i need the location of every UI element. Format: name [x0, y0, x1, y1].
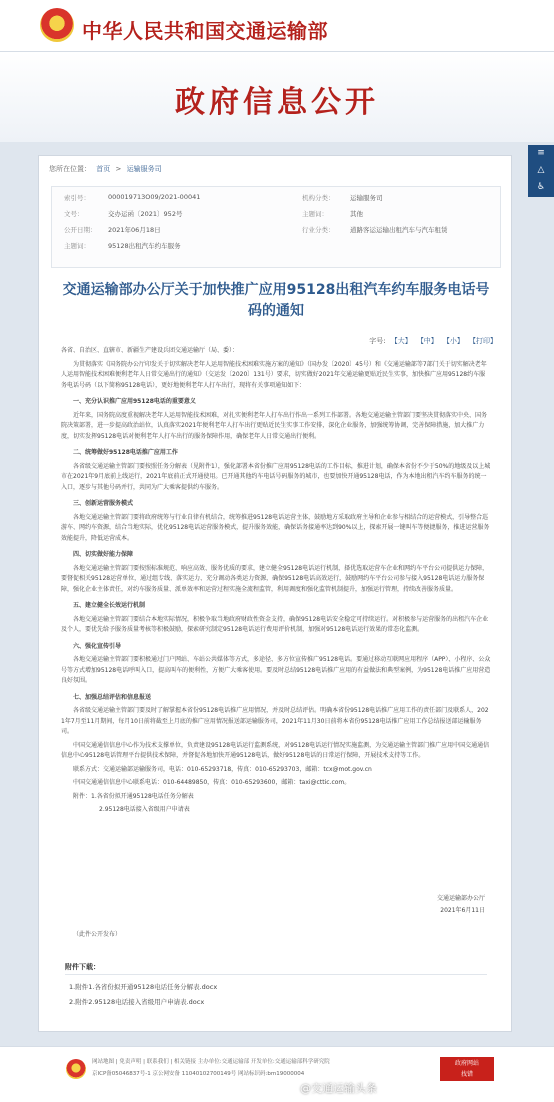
paragraph: 近年来，国务院高度重视解决老年人运用智能技术困难，对扎实便利老年人打车出行作出一系列工作部署。各地交通运输主管部门要坚决贯彻落实中央、国务院决策部署，进一步提高政治站位，认真落实2021年便利老年人打车出行更贴近民生实事工作安排，深化企业服务，加强统筹协调，完善保障措施，加大推广力度，切实发挥95128电话对便利老年人打车出行的服务保障作用，确保老年人日常交通出行便利。	[61, 411, 488, 440]
section-heading: 三、创新运营服务模式	[73, 500, 134, 507]
docno-label: 文号：	[64, 210, 84, 218]
section-heading: 六、强化宣传引导	[73, 642, 122, 650]
accessibility-icon[interactable]: ♿	[536, 182, 546, 192]
meta-row	[52, 221, 502, 237]
top-header	[0, 0, 554, 52]
watermark: @交通运输头条	[300, 1082, 377, 1095]
section-heading: 五、建立健全长效运行机制	[73, 602, 146, 609]
paragraph: 各地交通运输主管部门要积极通过门户网站、车站公共媒体等方式，多途径、多方位宣传推广95128电话。要通过移动互联网应用程序（APP）、小程序、公众号等方式增加95128电话呼叫入口，提高叫车的便利性，方便广大乘客使用。要及时总结95128电话推广应用的有益做法和典型案例，为95128电话推广应用营造良好氛围。	[61, 656, 491, 684]
section-heading: 七、加强总结评估和信息报送	[73, 693, 152, 701]
topic-label: 主题词：	[302, 210, 328, 218]
breadcrumb-separator: >	[115, 165, 122, 173]
document-body	[61, 346, 491, 819]
date-label: 公开日期：	[64, 226, 97, 234]
badge-line: 政府网站	[454, 1060, 479, 1067]
site-title[interactable]: 中华人民共和国交通运输部	[82, 19, 328, 43]
footer-registration: 京ICP备05046837号-1 京公网安备 11040102700149号 网站标识码:bm19000004	[92, 1071, 305, 1077]
index-value: 000019713O09/2021-00041	[108, 193, 201, 201]
attachment-line: 附件：1.各省份拟开通95128电话任务分解表	[73, 792, 194, 800]
error-report-badge[interactable]	[440, 1057, 494, 1081]
salutation: 各省、自治区、直辖市、新疆生产建设兵团交通运输厅（局、委）：	[61, 347, 239, 354]
org-value: 运输服务司	[350, 194, 383, 202]
paragraph: 各省级交通运输主管部门要按照任务分解表（见附件1），强化部署本省份推广应用95128电话的工作目标，推进计划，确保本省份不少于50%的地级及以上城市在2021年9月底前上线运行，2021年底前正式开通使用。已开通其他约车电话号码服务的城市，也要加快开通95128电话，作为本地出租汽车约车服务的统一入口，逐步与其他号码并行，共同为广大乘客提供约车服务。	[61, 462, 491, 491]
document-title: 交通运输部办公厅关于加快推广应用95128出租汽车约车服务电话号码的通知	[62, 282, 490, 319]
paragraph: 为贯彻落实《国务院办公厅印发关于切实解决老年人运用智能技术困难实施方案的通知》（国办发〔2020〕45号）和《交通运输部等7部门关于切实解决老年人运用智能技术困难便利老年人日常交通出行的通知》（交运发〔2020〕131号）要求，切实做好2021年交通运输更贴近民生实事，加快推广应用95128约车服务电话号码（以下简称95128电话），更好地便利老年人打车出行，现将有关事项通知如下：	[61, 360, 487, 389]
print-button[interactable]: 【打印】	[469, 337, 497, 345]
signoff	[345, 893, 485, 917]
contact-line: 联系方式：交通运输部运输服务司，电话：010-65293718，传真：010-65293703，邮箱：tcx@mot.gov.cn	[73, 765, 372, 773]
index-label: 索引号：	[64, 194, 90, 202]
download-link[interactable]: 2.附件2.95128电话接入省级用户申请表.docx	[69, 998, 205, 1006]
paragraph: 各地交通运输主管部门要结合本地实际情况，积极争取当地政府财政性资金支持，确保95128电话安全稳定可持续运行。对积极参与运营服务的出租汽车企业及个人，要优先给予服务质量考核等积极鼓励，探索研究制定95128电话运行费用评价机制，加强对95128电话运行效果的常态化监测。	[61, 615, 489, 633]
font-medium-button[interactable]: 【中】	[416, 337, 438, 345]
paragraph: 各地交通运输主管部门要将政府统筹与行业自律有机结合，统筹推进95128电话运营主体，鼓励地方采取政府主导和企业参与相结合的运营模式，引导整合巡游车、网约车资源，结合当地实际，优化95128电话运营服务模式，提升服务效能，确保话务接通率达到90%以上，探索开展一键叫车等便捷服务，推进运营服务效能提升，降低运营成本。	[61, 513, 490, 542]
industry-label: 行业分类：	[302, 226, 335, 234]
topic-value: 其他	[350, 210, 363, 218]
docno-value: 交办运函〔2021〕952号	[108, 210, 183, 218]
badge-line: 找错	[460, 1071, 473, 1078]
font-small-button[interactable]: 【小】	[442, 337, 464, 345]
breadcrumb-home-link[interactable]: 首页	[96, 165, 111, 173]
national-emblem-icon	[40, 8, 74, 42]
paragraph: 各地交通运输主管部门要按照标准规范、响应高效、服务优质的要求，建立健全95128电话运行机制，择优选取运营车企业和网约车平台公司提供运力保障，要督促相关95128运营单位，通过组专线、落实运力、充分调动各类运力资源，确保95128电话高效运行，鼓励网约车平台公司参与接入95128电话运力服务保障，强化企业主体责任，对约车服务质量、派单效率和运营过程实施全流程监管，利用调度和强化监管机制提升，加强运行管理，持续改善服务质量。	[61, 564, 489, 593]
font-large-button[interactable]: 【大】	[390, 337, 412, 345]
breadcrumb	[49, 164, 165, 174]
section-heading: 二、统筹做好95128电话推广应用工作	[73, 449, 178, 456]
meta-row	[52, 189, 502, 205]
download-link[interactable]: 1.附件1.各省份拟开通95128电话任务分解表.docx	[69, 983, 218, 991]
subject-label: 主题词：	[64, 242, 90, 250]
back-to-top-icon[interactable]: △	[537, 165, 545, 175]
content-card	[38, 155, 512, 1032]
date-value: 2021年06月18日	[108, 226, 161, 234]
industry-value: 道路客运运输出租汽车与汽车租赁	[350, 226, 448, 234]
meta-row	[52, 205, 502, 221]
footer-links[interactable]: 网站地图 | 免责声明 | 联系我们 | 相关链接 主办单位:交通运输部 开发单位:交通运输部科学研究院	[92, 1059, 330, 1065]
section-heading: 四、切实做好能力保障	[73, 551, 134, 558]
subject-value: 95128出租汽车约车服务	[108, 242, 181, 250]
metadata-table	[51, 186, 501, 268]
divider	[65, 974, 487, 975]
paragraph: 各省级交通运输主管部门要及时了解掌握本省份95128电话推广应用情况，并及时总结评估。明确本省份95128电话推广应用工作的责任部门及联系人，2021年7月至11月期间，每月10日前将截至上月底的推广应用情况报送部运输服务司，2021年11月30日前将本省份95128电话推广应用工作总结报送部运输服务司。	[61, 707, 489, 735]
national-emblem-icon	[66, 1059, 86, 1079]
site-footer	[0, 1046, 554, 1102]
font-size-controls	[369, 328, 497, 347]
paragraph: 中国交通通信信息中心作为技术支撑单位，负责建设95128电话运行监测系统，对95128电话运行情况实施监测，为交通运输主管部门推广应用中国交通通信信息中心95128电话管理平台提供技术保障，并督促各地加快开通95128电话，做好95128电话的日常运行保障，开展技术支持等工作。	[61, 741, 490, 759]
signoff-date: 2021年6月11日	[440, 907, 485, 914]
org-label: 机构分类：	[302, 194, 335, 202]
menu-icon[interactable]: ≡	[537, 148, 545, 158]
side-toolbar	[528, 145, 554, 197]
font-size-label: 字号:	[369, 337, 386, 345]
publication-note: （此件公开发布）	[73, 931, 122, 938]
signoff-org: 交通运输部办公厅	[436, 895, 485, 902]
section-banner	[0, 52, 554, 142]
contact-line: 中国交通通信信息中心联系电话：010-64489850，传真：010-65293600，邮箱：taxi@cttic.com。	[73, 779, 351, 786]
section-heading: 一、充分认识推广应用95128电话的重要意义	[73, 398, 196, 405]
breadcrumb-prefix: 您所在位置：	[49, 165, 91, 173]
meta-row	[52, 237, 502, 253]
downloads-title: 附件下载：	[65, 963, 100, 971]
banner-title: 政府信息公开	[175, 85, 379, 120]
breadcrumb-current-link[interactable]: 运输服务司	[126, 165, 162, 173]
attachment-line: 2.95128电话接入省级用户申请表	[99, 806, 190, 813]
